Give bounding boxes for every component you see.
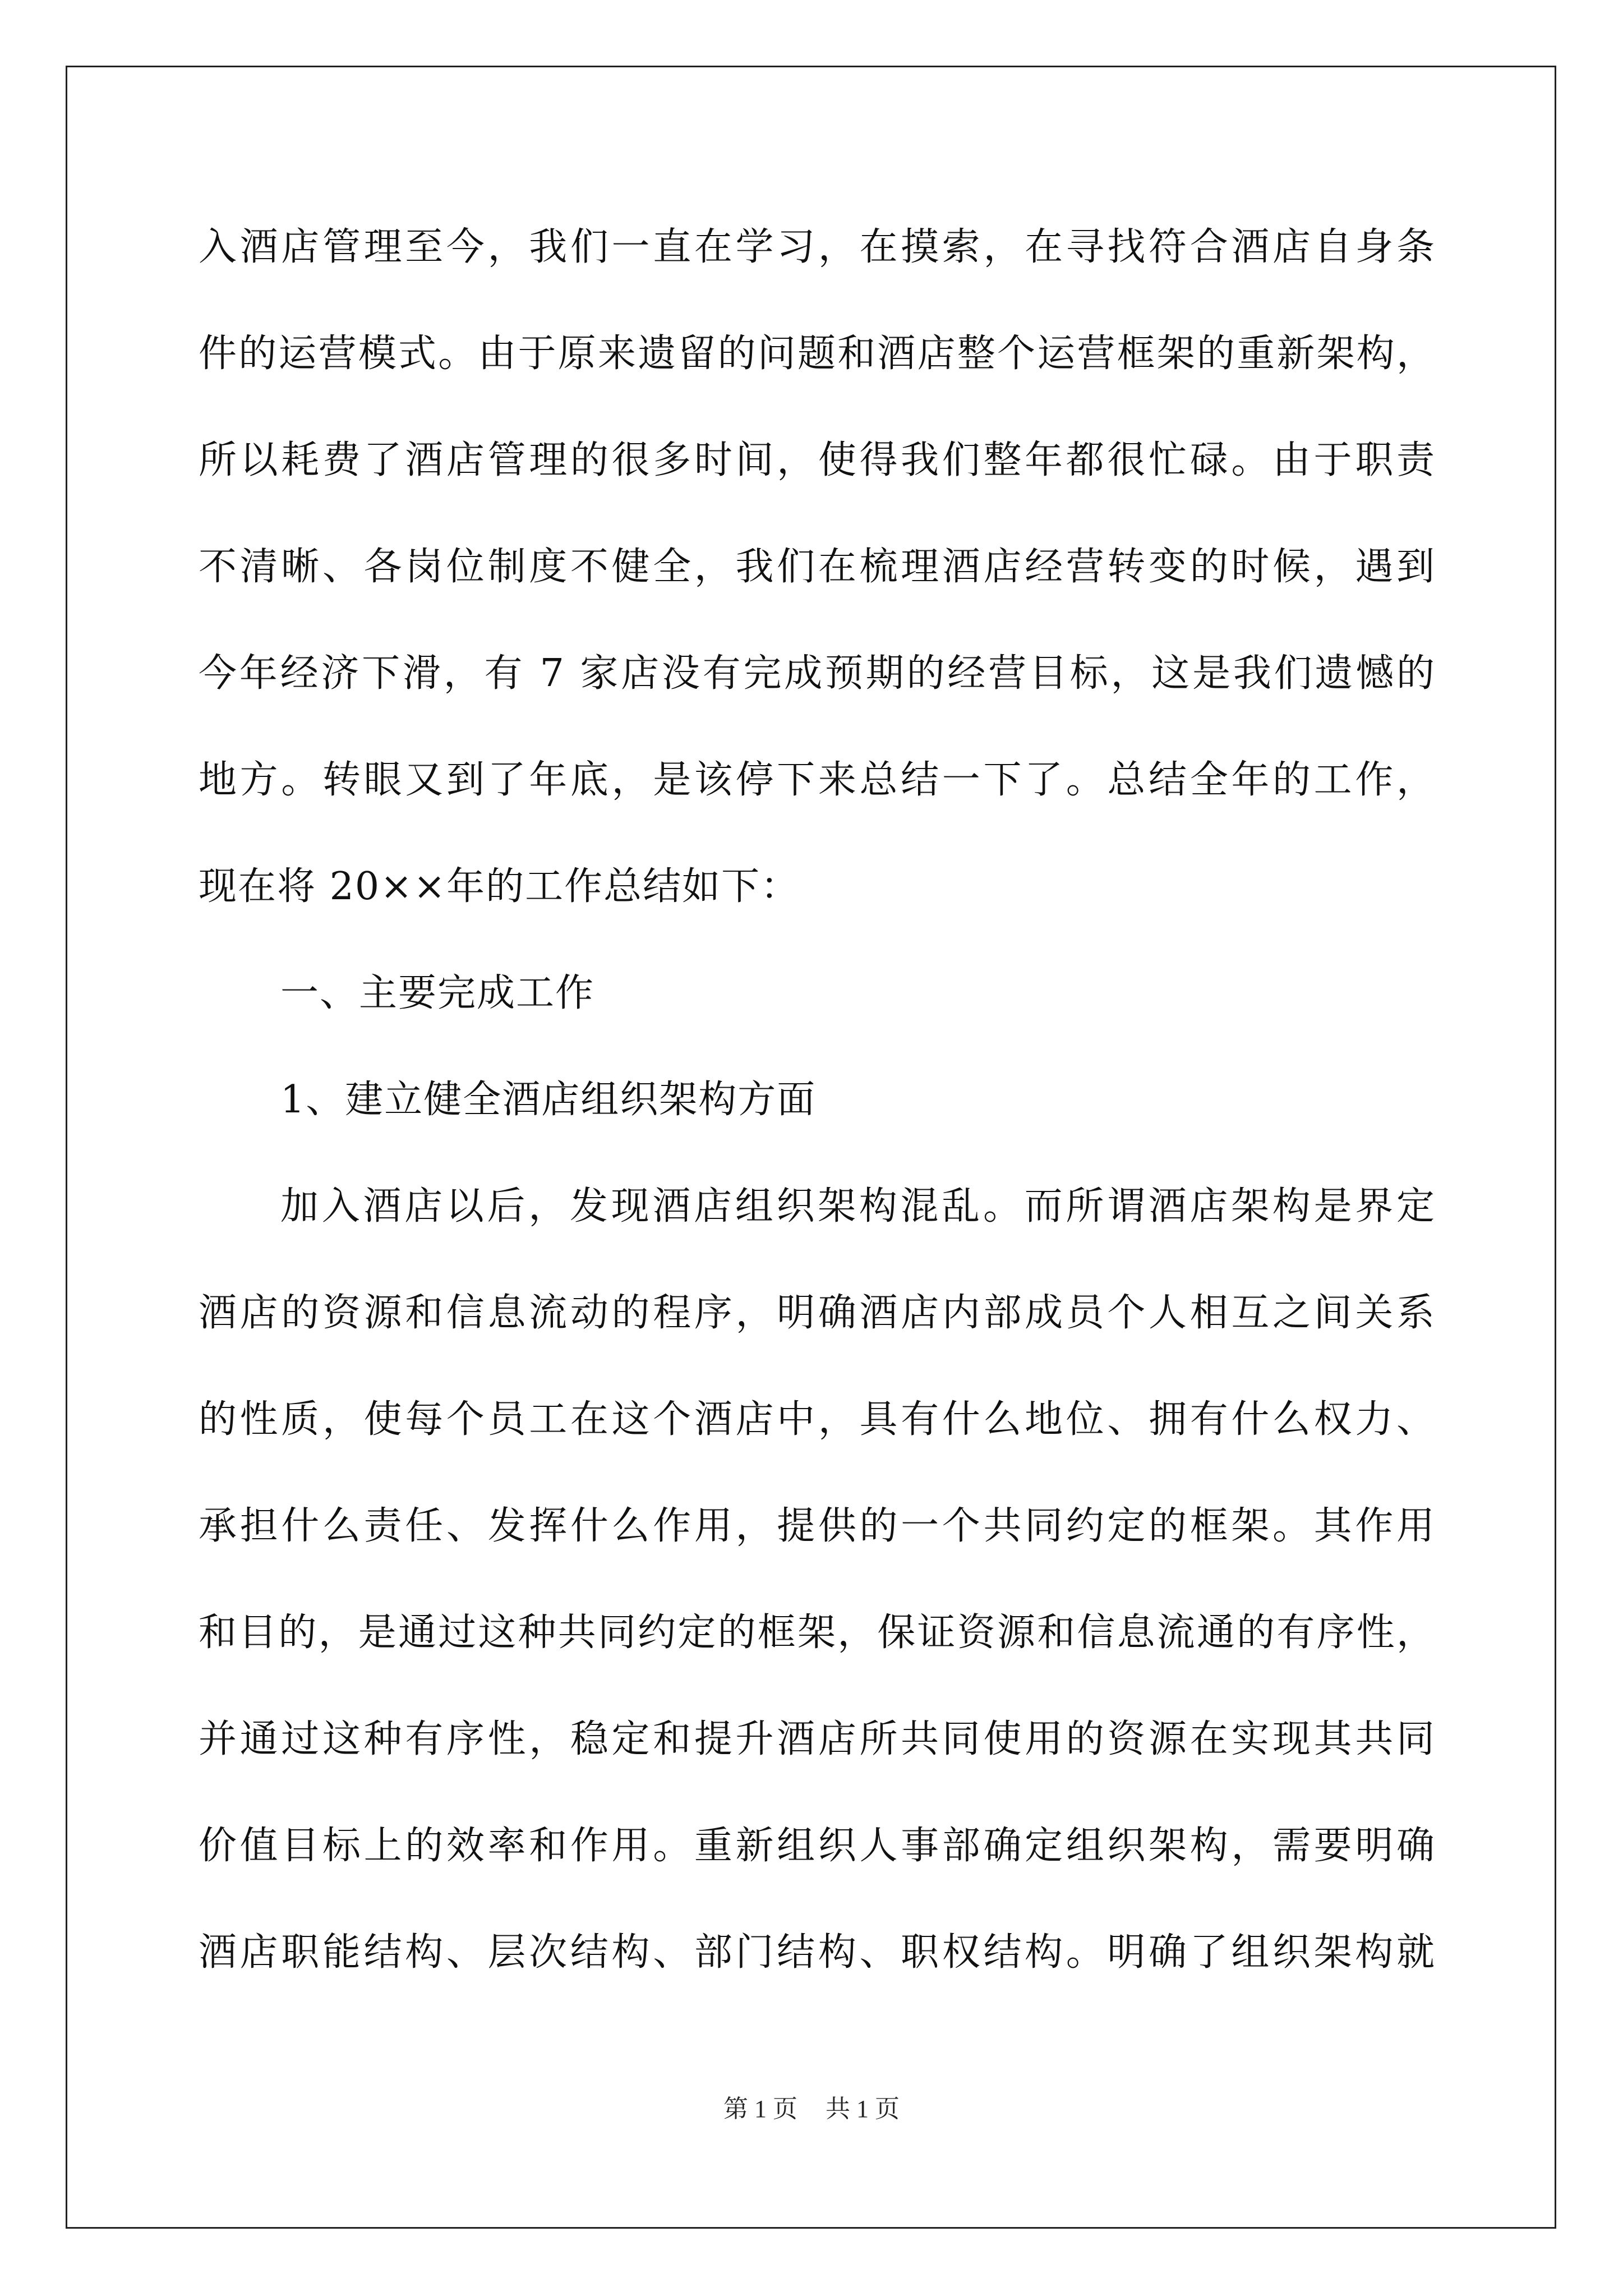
paragraph-line: 今年经济下滑，有 7 家店没有完成预期的经营目标，这是我们遗憾的 bbox=[199, 651, 1436, 696]
paragraph-line: 酒店职能结构、层次结构、部门结构、职权结构。明确了组织架构就 bbox=[199, 1930, 1436, 1975]
paragraph-line: 价值目标上的效率和作用。重新组织人事部确定组织架构，需要明确 bbox=[199, 1824, 1436, 1868]
paragraph-line: 所以耗费了酒店管理的很多时间，使得我们整年都很忙碌。由于职责 bbox=[199, 438, 1436, 482]
paragraph-line: 并通过这种有序性，稳定和提升酒店所共同使用的资源在实现其共同 bbox=[199, 1717, 1436, 1761]
paragraph-line: 和目的，是通过这种共同约定的框架，保证资源和信息流通的有序性， bbox=[199, 1611, 1436, 1655]
page-footer bbox=[0, 2092, 1623, 2126]
page-count: 共 1 页 bbox=[826, 2095, 900, 2123]
section-heading: 一、主要完成工作 bbox=[280, 971, 595, 1015]
paragraph-line: 入酒店管理至今，我们一直在学习，在摸索，在寻找符合酒店自身条 bbox=[199, 225, 1436, 269]
paragraph-line: 加入酒店以后，发现酒店组织架构混乱。而所谓酒店架构是界定 bbox=[280, 1184, 1436, 1228]
paragraph-line: 地方。转眼又到了年底，是该停下来总结一下了。总结全年的工作， bbox=[199, 758, 1436, 802]
subsection-heading: 1、建立健全酒店组织架构方面 bbox=[280, 1078, 817, 1122]
paragraph-line: 酒店的资源和信息流动的程序，明确酒店内部成员个人相互之间关系 bbox=[199, 1291, 1436, 1335]
paragraph-line: 件的运营模式。由于原来遗留的问题和酒店整个运营框架的重新架构， bbox=[199, 332, 1436, 376]
page-number: 第 1 页 bbox=[723, 2095, 797, 2123]
paragraph-line: 现在将 20××年的工作总结如下： bbox=[199, 864, 800, 909]
page-border bbox=[66, 66, 1556, 2229]
paragraph-line: 承担什么责任、发挥什么作用，提供的一个共同约定的框架。其作用 bbox=[199, 1504, 1436, 1548]
paragraph-line: 的性质，使每个员工在这个酒店中，具有什么地位、拥有什么权力、 bbox=[199, 1397, 1436, 1442]
paragraph-line: 不清晰、各岗位制度不健全，我们在梳理酒店经营转变的时候，遇到 bbox=[199, 545, 1436, 589]
